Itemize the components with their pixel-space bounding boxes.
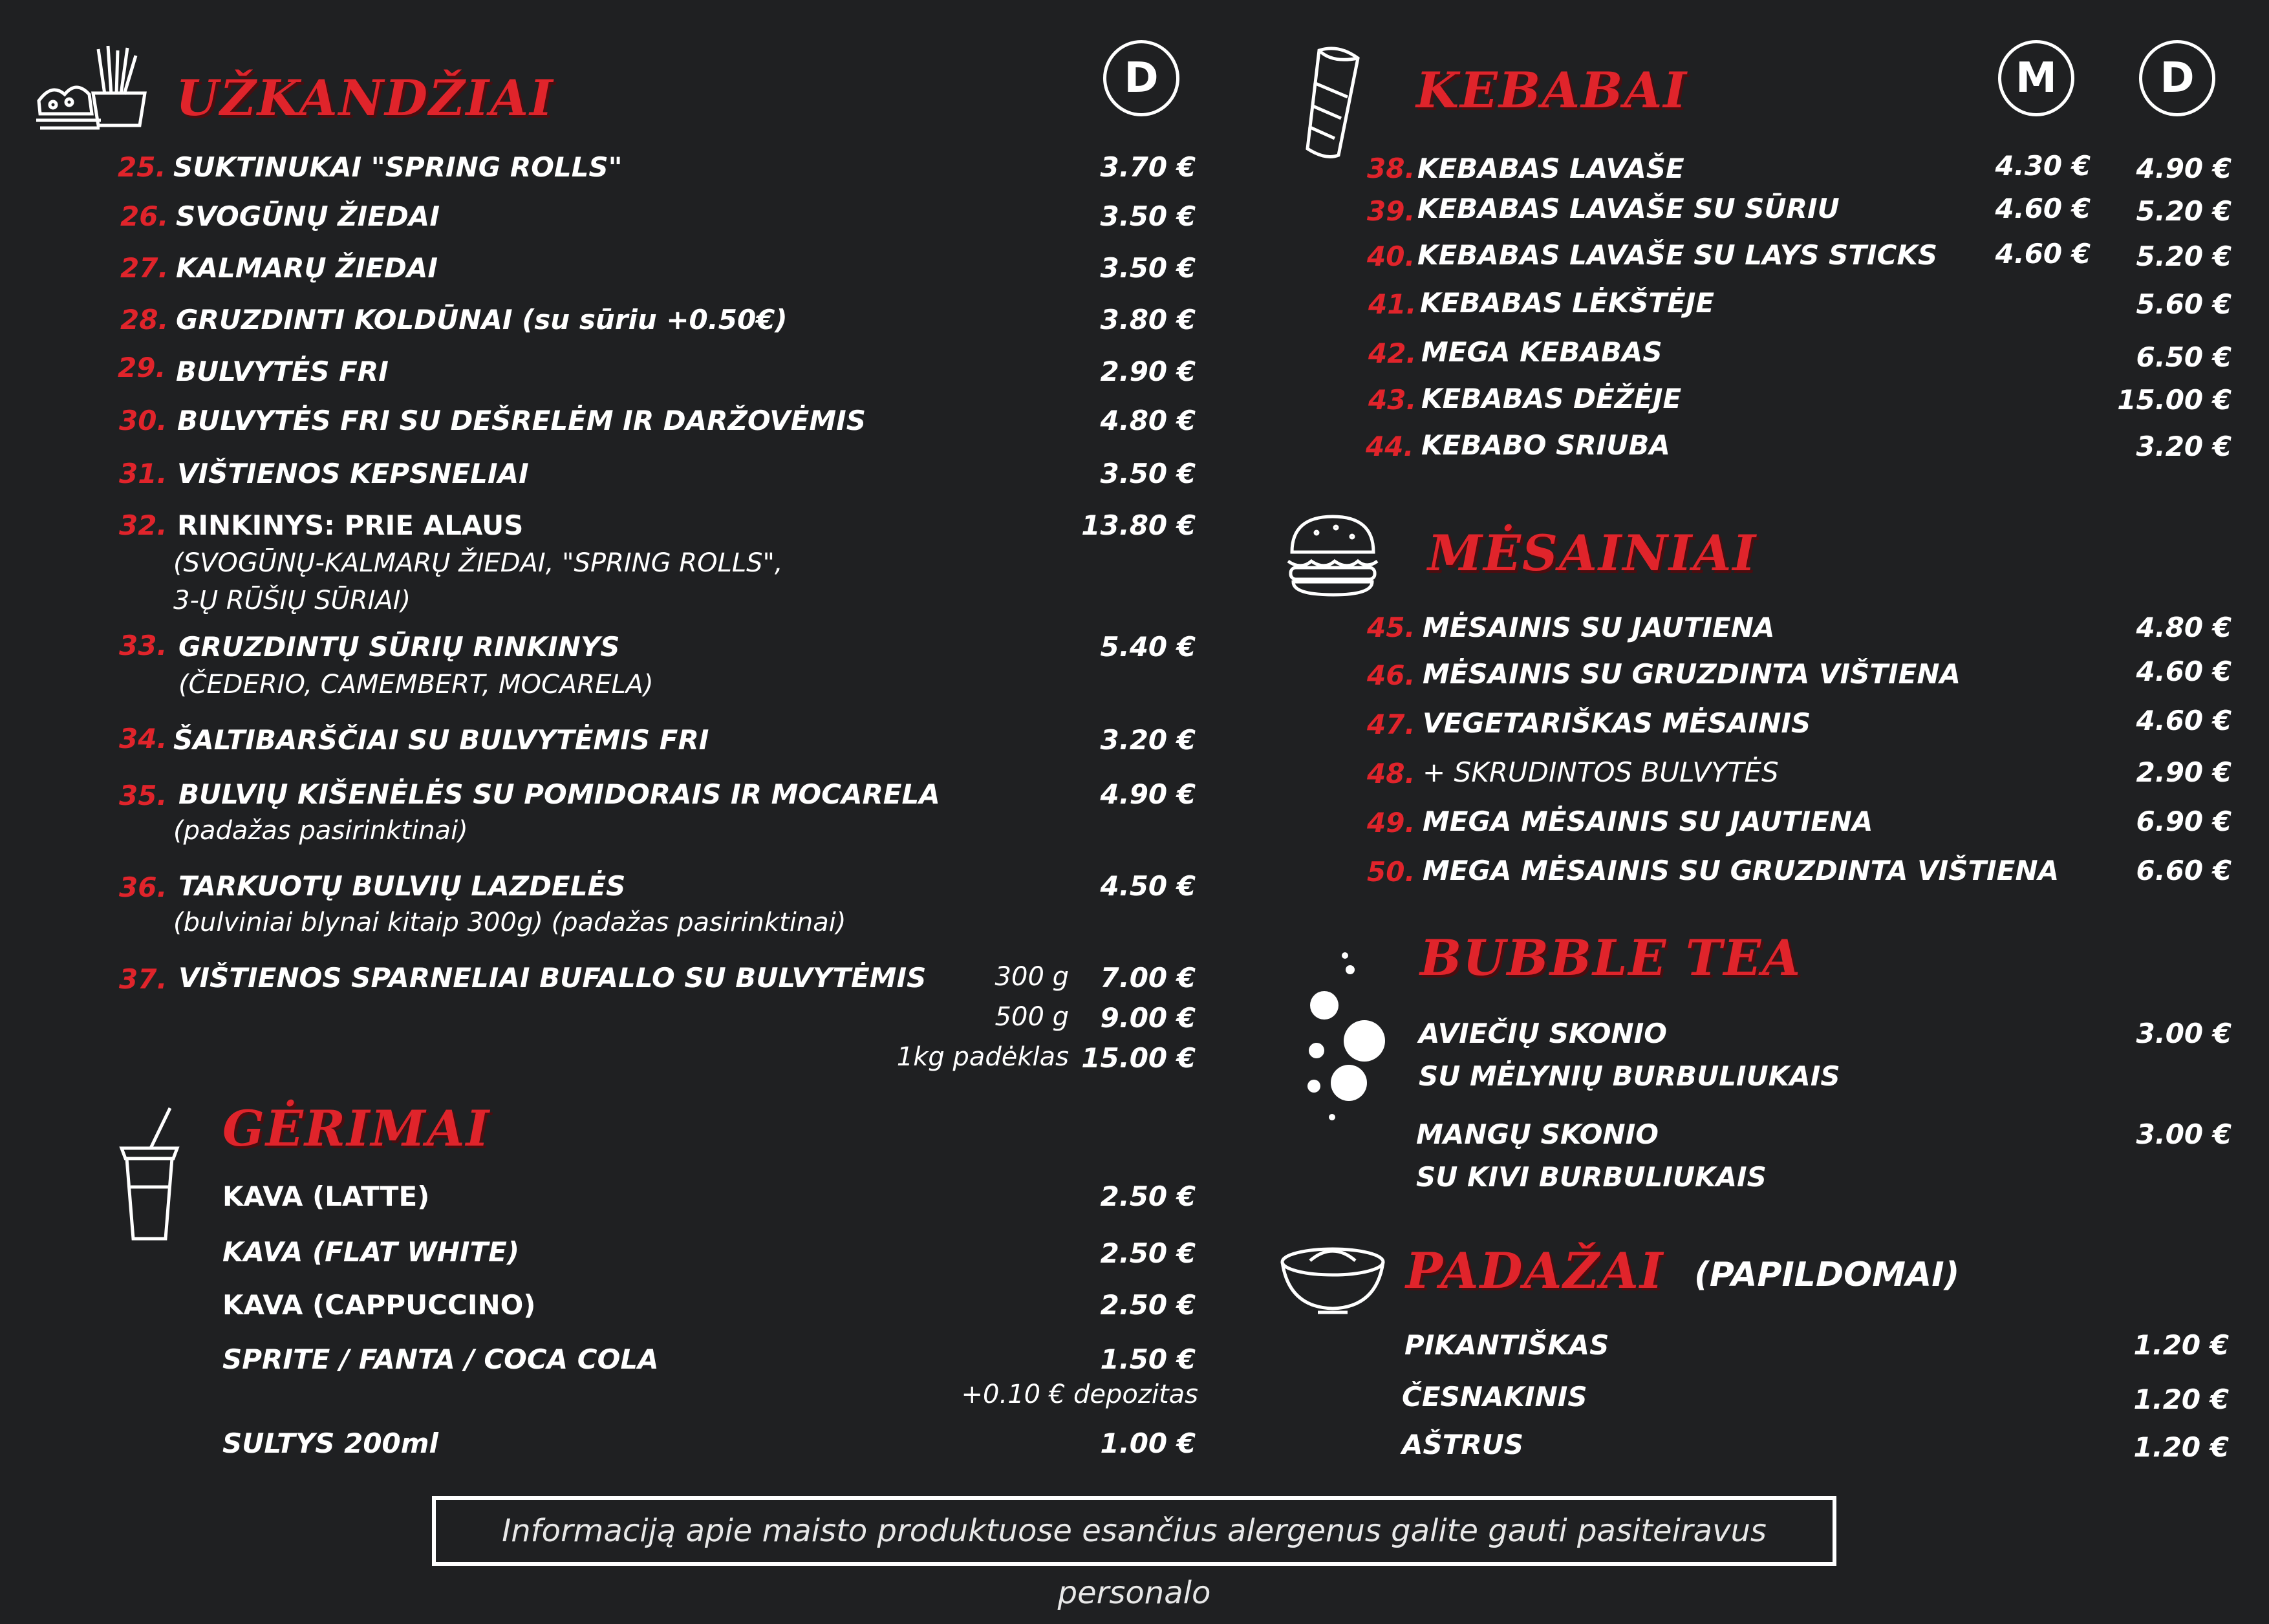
item-name: KAVA (LATTE)	[222, 1181, 430, 1212]
item-price: 13.80 €	[1081, 509, 1196, 541]
item-price: 1.20 €	[2133, 1431, 2229, 1463]
item-price: 4.80 €	[2136, 612, 2231, 643]
item-name: KEBABAS LĖKŠTĖJE	[1420, 287, 1715, 319]
item-name: MEGA KEBABAS	[1421, 336, 1662, 368]
item-number: 29.	[118, 352, 166, 383]
item-name: MĖSAINIS SU JAUTIENA	[1423, 612, 1775, 643]
item-price: 4.60 €	[2136, 705, 2231, 736]
kebabai-title: KEBABAI	[1416, 61, 1688, 119]
item-price: 4.90 €	[1100, 778, 1196, 810]
item-name: MANGŲ SKONIO	[1416, 1118, 1659, 1150]
item-number: 37.	[119, 963, 167, 995]
allergen-notice: Informaciją apie maisto produktuose esančius alergenus galite gauti pasiteiravus personalo	[432, 1496, 1836, 1566]
item-name: PIKANTIŠKAS	[1404, 1329, 1609, 1361]
item-name: RINKINYS: PRIE ALAUS	[177, 509, 524, 541]
item-description: SU KIVI BURBULIUKAIS	[1416, 1161, 1767, 1193]
item-price: 2.50 €	[1100, 1181, 1196, 1212]
item-number: 50.	[1367, 856, 1415, 888]
item-number: 25.	[118, 151, 166, 183]
item-name: + SKRUDINTOS BULVYTĖS	[1423, 756, 1779, 788]
item-price: 2.90 €	[2136, 756, 2231, 788]
variant-size: 300 g	[995, 962, 1069, 992]
item-price: 3.50 €	[1100, 458, 1196, 489]
item-name: VEGETARIŠKAS MĖSAINIS	[1423, 707, 1811, 739]
burger-icon	[1284, 513, 1381, 597]
kebab-wrap-icon	[1300, 44, 1371, 160]
item-number: 34.	[119, 723, 167, 754]
item-number: 46.	[1367, 659, 1415, 691]
item-name: KALMARŲ ŽIEDAI	[176, 252, 438, 284]
item-price: 3.70 €	[1100, 151, 1196, 183]
variant-price: 15.00 €	[1081, 1042, 1196, 1074]
mesainiai-title: MĖSAINIAI	[1428, 524, 1757, 582]
size-m-circle: M	[1998, 40, 2074, 116]
item-number: 42.	[1368, 337, 1417, 369]
item-number: 33.	[119, 630, 167, 661]
item-name: ČESNAKINIS	[1402, 1381, 1587, 1413]
item-description: (SVOGŪNŲ-KALMARŲ ŽIEDAI, "SPRING ROLLS",	[173, 548, 783, 578]
item-name: GRUZDINTI KOLDŪNAI (su sūriu +0.50€)	[176, 304, 788, 336]
item-name: KEBABAS LAVAŠE SU LAYS STICKS	[1417, 239, 1938, 271]
item-price: 6.90 €	[2136, 806, 2231, 837]
item-price: 5.40 €	[1100, 631, 1196, 663]
item-price: 3.50 €	[1100, 252, 1196, 284]
item-price: 3.20 €	[1100, 724, 1196, 756]
item-price-d: 5.60 €	[2136, 288, 2231, 320]
item-price: 3.00 €	[2136, 1118, 2231, 1150]
item-price-d: 6.50 €	[2136, 341, 2231, 373]
size-d-circle: D	[1103, 40, 1179, 116]
item-name: MEGA MĖSAINIS SU GRUZDINTA VIŠTIENA	[1423, 855, 2059, 886]
item-price: 1.20 €	[2133, 1384, 2229, 1415]
deposit-note: +0.10 € depozitas	[961, 1380, 1198, 1409]
item-name: KEBABO SRIUBA	[1421, 429, 1670, 461]
bubbles-icon	[1300, 944, 1377, 1125]
item-name: SVOGŪNŲ ŽIEDAI	[176, 200, 440, 232]
item-name: BULVIŲ KIŠENĖLĖS SU POMIDORAIS IR MOCARELA	[178, 778, 940, 810]
item-number: 44.	[1366, 431, 1414, 462]
item-number: 40.	[1367, 240, 1415, 272]
item-description: SU MĖLYNIŲ BURBULIUKAIS	[1419, 1060, 1840, 1092]
item-name: ŠALTIBARŠČIAI SU BULVYTĖMIS FRI	[173, 724, 709, 756]
item-name: MĖSAINIS SU GRUZDINTA VIŠTIENA	[1423, 658, 1961, 690]
item-price: 2.50 €	[1100, 1237, 1196, 1269]
gerimai-title: GĖRIMAI	[222, 1100, 491, 1157]
item-price-d: 3.20 €	[2136, 431, 2231, 462]
item-price: 1.20 €	[2133, 1329, 2229, 1361]
padazai-title: PADAŽAI	[1406, 1242, 1664, 1299]
item-price: 2.90 €	[1100, 356, 1196, 387]
item-name: BULVYTĖS FRI	[176, 356, 389, 387]
uzkandziai-title: UŽKANDŽIAI	[176, 69, 554, 127]
fries-icon	[34, 43, 150, 133]
item-description: 3-Ų RŪŠIŲ SŪRIAI)	[173, 586, 411, 615]
item-number: 45.	[1367, 612, 1415, 643]
item-price: 1.50 €	[1100, 1343, 1196, 1375]
item-number: 36.	[119, 871, 167, 903]
item-name: TARKUOTŲ BULVIŲ LAZDELĖS	[178, 870, 626, 902]
item-description: (bulviniai blynai kitaip 300g) (padažas pasirinktinai)	[173, 908, 846, 937]
item-price: 4.50 €	[1100, 870, 1196, 902]
item-number: 26.	[120, 200, 169, 232]
item-number: 28.	[120, 304, 169, 336]
item-name: AVIEČIŲ SKONIO	[1419, 1018, 1667, 1049]
variant-price: 7.00 €	[1100, 962, 1196, 994]
variant-size: 1kg padėklas	[896, 1042, 1069, 1072]
item-price: 4.60 €	[2136, 656, 2231, 687]
item-price-d: 5.20 €	[2136, 195, 2231, 227]
item-number: 47.	[1367, 709, 1415, 740]
item-price-d: 5.20 €	[2136, 240, 2231, 272]
variant-price: 9.00 €	[1100, 1002, 1196, 1034]
item-name: KAVA (CAPPUCCINO)	[222, 1289, 536, 1321]
item-price: 3.50 €	[1100, 200, 1196, 232]
item-number: 35.	[119, 780, 167, 811]
sauce-bowl-icon	[1278, 1241, 1388, 1319]
item-name: GRUZDINTŲ SŪRIŲ RINKINYS	[178, 631, 620, 663]
item-name: AŠTRUS	[1402, 1429, 1524, 1460]
item-price: 6.60 €	[2136, 855, 2231, 886]
item-name: VIŠTIENOS SPARNELIAI BUFALLO SU BULVYTĖMIS	[178, 962, 927, 994]
cup-icon	[115, 1103, 186, 1245]
item-number: 39.	[1367, 195, 1415, 227]
item-number: 43.	[1368, 384, 1417, 416]
item-number: 41.	[1368, 288, 1417, 320]
size-d-circle-kebabai: D	[2139, 40, 2215, 116]
item-price-d: 15.00 €	[2117, 384, 2231, 416]
item-name: SPRITE / FANTA / COCA COLA	[222, 1343, 659, 1375]
item-name: BULVYTĖS FRI SU DEŠRELĖM IR DARŽOVĖMIS	[177, 405, 866, 436]
item-name: KEBABAS DĖŽĖJE	[1421, 383, 1682, 414]
item-price: 4.80 €	[1100, 405, 1196, 436]
item-number: 32.	[119, 509, 167, 541]
item-number: 38.	[1367, 153, 1415, 184]
item-price: 3.80 €	[1100, 304, 1196, 336]
item-number: 27.	[120, 252, 169, 284]
item-number: 31.	[119, 458, 167, 489]
item-name: KEBABAS LAVAŠE SU SŪRIU	[1417, 193, 1840, 224]
item-number: 49.	[1367, 807, 1415, 839]
item-name: KAVA (FLAT WHITE)	[222, 1236, 520, 1268]
item-name: SULTYS 200ml	[222, 1427, 438, 1459]
item-name: VIŠTIENOS KEPSNELIAI	[177, 458, 529, 489]
padazai-subtitle: (PAPILDOMAI)	[1694, 1255, 1960, 1294]
bubble-tea-title: BUBBLE TEA	[1420, 929, 1802, 987]
item-price-d: 4.90 €	[2136, 153, 2231, 184]
item-price-m: 4.60 €	[1995, 238, 2091, 270]
item-number: 48.	[1367, 758, 1415, 789]
item-name: KEBABAS LAVAŠE	[1417, 153, 1684, 184]
item-price-m: 4.60 €	[1995, 193, 2091, 224]
variant-size: 500 g	[995, 1002, 1069, 1032]
item-price-m: 4.30 €	[1995, 150, 2091, 182]
item-description: (padažas pasirinktinai)	[173, 816, 468, 846]
item-description: (ČEDERIO, CAMEMBERT, MOCARELA)	[178, 670, 654, 700]
item-price: 2.50 €	[1100, 1289, 1196, 1321]
item-name: MEGA MĖSAINIS SU JAUTIENA	[1423, 806, 1873, 837]
item-price: 1.00 €	[1100, 1427, 1196, 1459]
item-number: 30.	[119, 405, 167, 436]
item-name: SUKTINUKAI "SPRING ROLLS"	[173, 151, 623, 183]
item-price: 3.00 €	[2136, 1018, 2231, 1049]
